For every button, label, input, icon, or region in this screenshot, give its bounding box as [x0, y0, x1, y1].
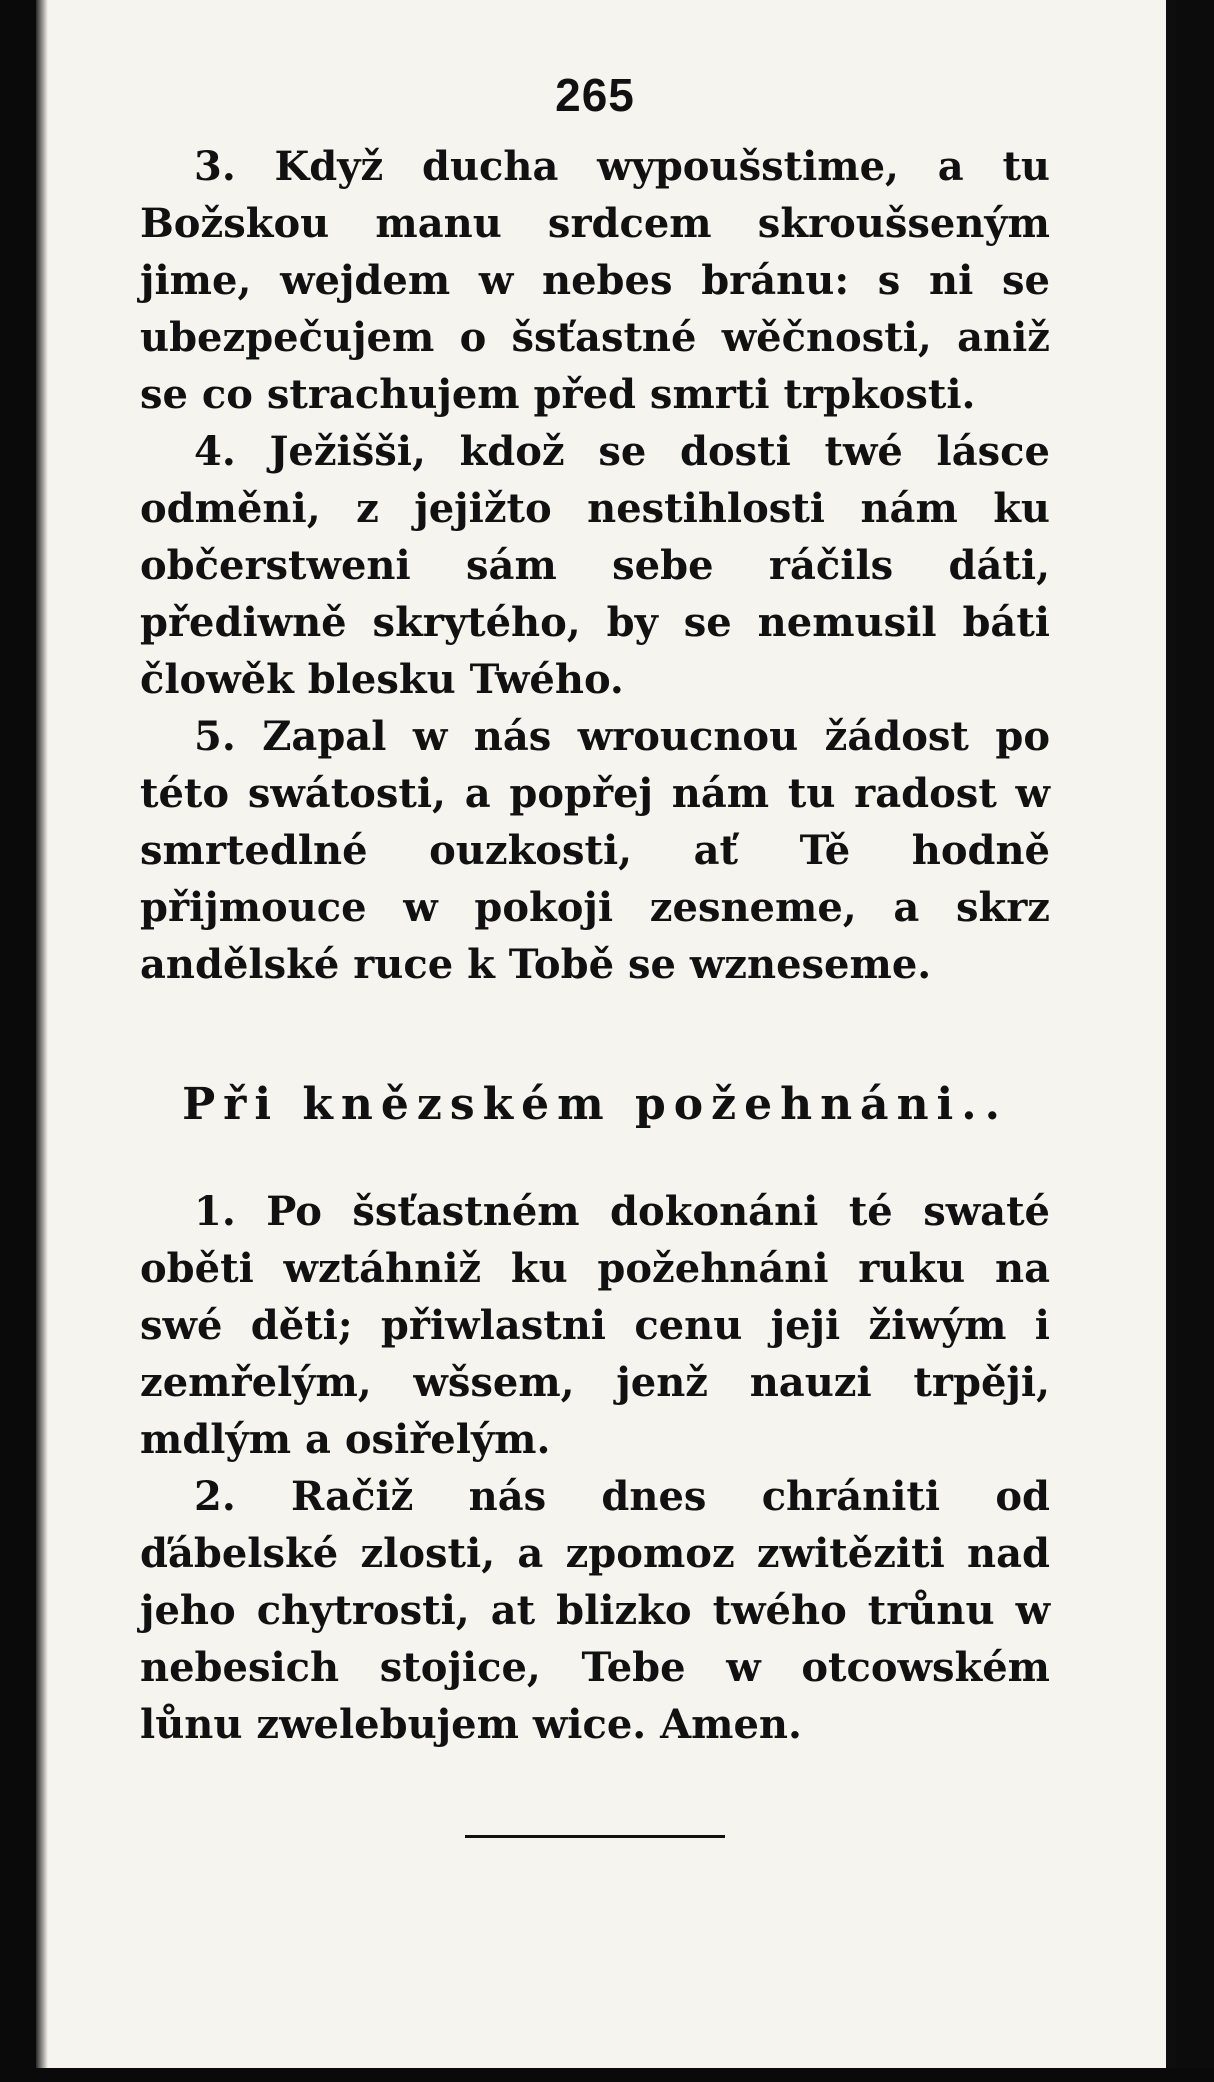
verse-3: 3. Když ducha wypoušstime, a tu Božskou manu srdcem skroušseným jime, wejdem w nebes bránu: s ni se ubezpečujem o šsťastné wěčnosti, aniž se co strachujem před smrti trpkosti.	[140, 143, 1050, 418]
verse-4: 4. Ježišši, kdož se dosti twé lásce odměni, z jejižto nestihlosti nám ku občerstweni sám sebe ráčils dáti, přediwně skrytého, by se nemusil báti člowěk blesku Twého.	[140, 428, 1050, 703]
scan-bottom-edge	[0, 2068, 1214, 2082]
hymn-verses-bottom	[140, 1183, 1050, 1753]
hymn-verses-top	[140, 138, 1050, 993]
section-heading: Při knězském požehnáni..	[182, 1079, 1008, 1130]
verse-5: 5. Zapal w nás wroucnou žádost po této swátosti, a popřej nám tu radost w smrtedlné ouzkosti, ať Tě hodně přijmouce w pokoji zesneme, a skrz andělské ruce k Tobě se wzneseme.	[140, 713, 1050, 988]
end-divider	[465, 1835, 725, 1838]
verse-2: 2. Račiž nás dnes chrániti od ďábelské zlosti, a zpomoz zwitěziti nad jeho chytrosti, at blizko twého trůnu w nebesich stojice, Tebe w otcowském lůnu zwelebujem wice. Amen.	[140, 1473, 1050, 1748]
page-gutter-shadow	[36, 0, 48, 2068]
verse-1: 1. Po šsťastném dokonáni té swaté oběti wztáhniž ku požehnáni ruku na swé děti; přiwlastni cenu jeji žiwým i zemřelým, wšsem, jenž nauzi trpěji, mdlým a osiřelým.	[140, 1188, 1050, 1463]
scan-left-edge	[0, 0, 36, 2082]
page-number: 265	[555, 69, 635, 121]
page-content	[140, 60, 1050, 1838]
